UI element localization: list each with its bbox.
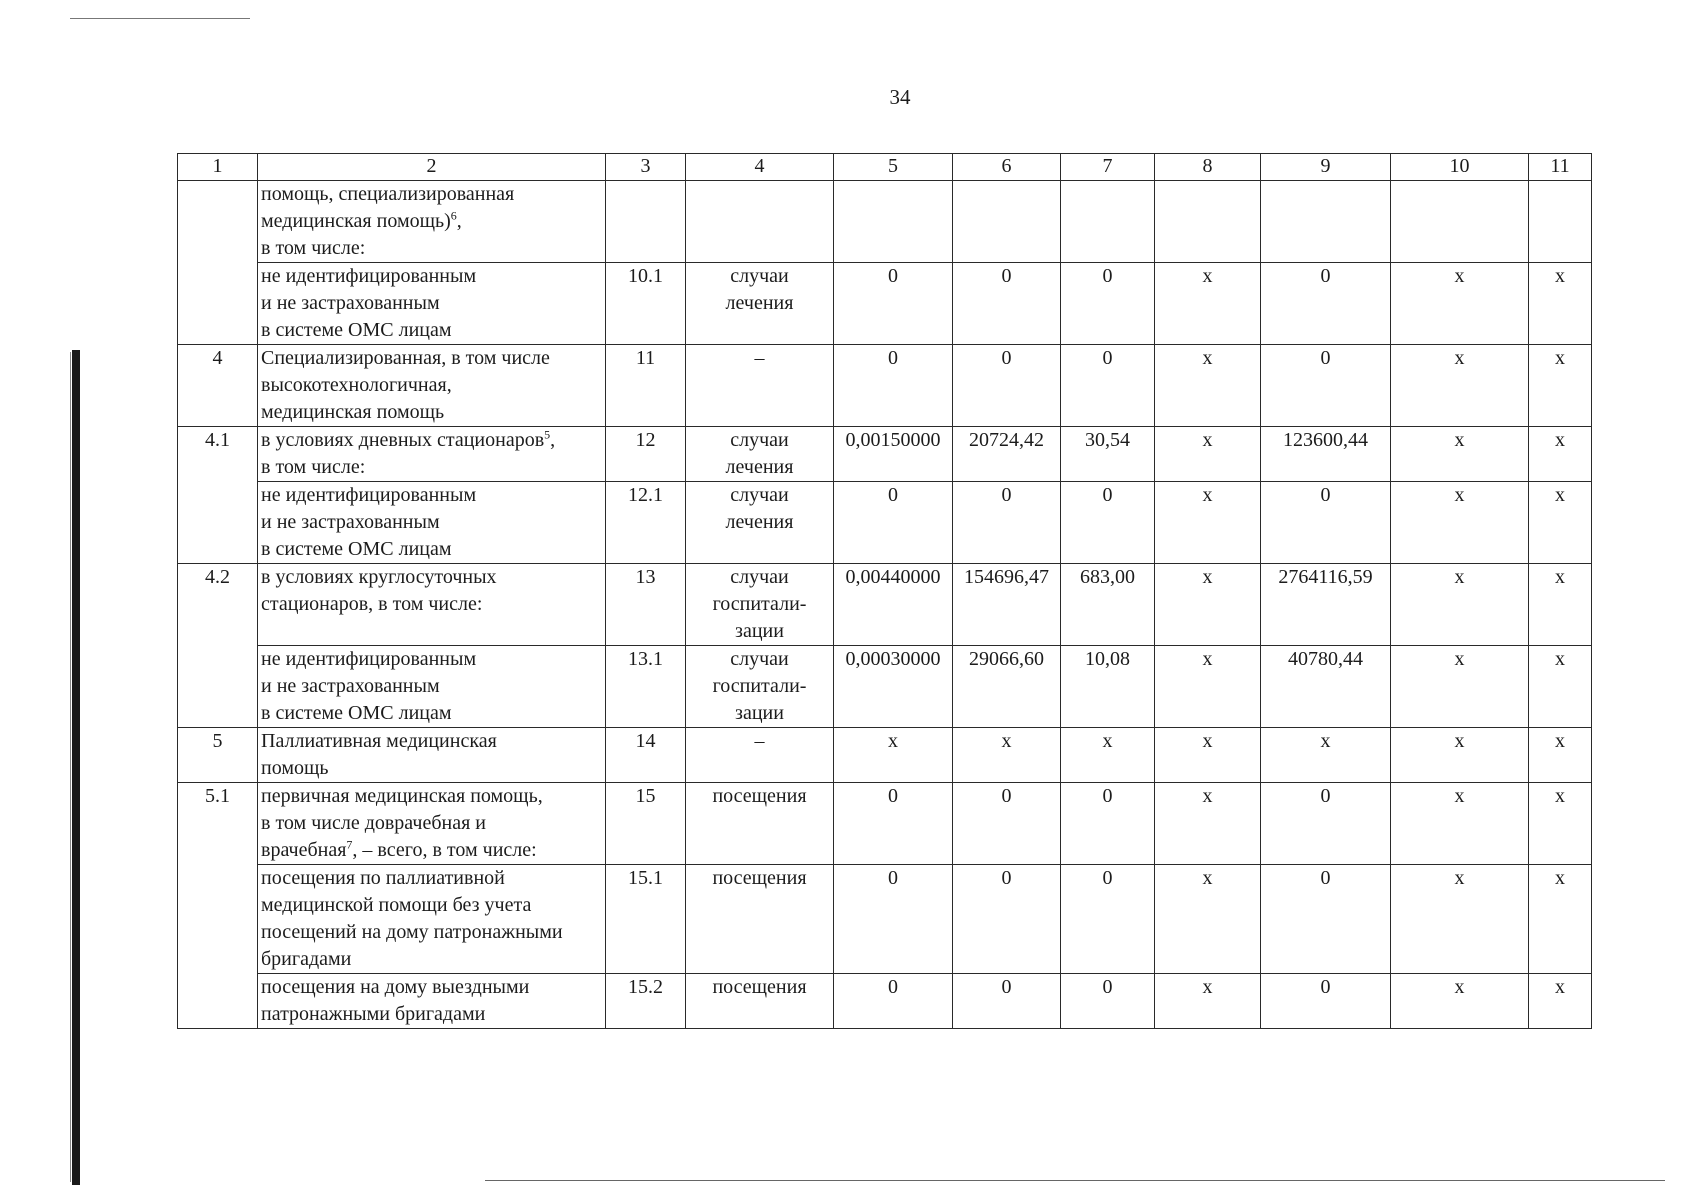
footnote-marker: 6: [450, 208, 457, 223]
value-cell: [1061, 783, 1155, 865]
value-cell: [953, 427, 1061, 482]
row-number: 5.1: [205, 785, 230, 807]
value-text: х: [1555, 566, 1565, 588]
value-text: х: [1202, 429, 1213, 451]
value-text: 0: [1320, 347, 1331, 369]
value-text: 13: [635, 566, 656, 588]
row-number-cell: [178, 564, 258, 646]
value-text: 10,08: [1085, 648, 1130, 670]
value-text: х: [1454, 265, 1465, 287]
description-text-tail: , в том числе:: [261, 210, 462, 259]
value-text: х: [1320, 730, 1331, 752]
column-header: 7: [1061, 154, 1155, 181]
value-cell: [834, 728, 953, 783]
unit-text: случаи лечения: [725, 265, 794, 314]
value-text: 0: [888, 347, 898, 369]
value-text: 123600,44: [1283, 429, 1368, 451]
value-cell: [1529, 482, 1592, 564]
value-cell: [606, 646, 686, 728]
value-cell: [1529, 783, 1592, 865]
column-header: 8: [1155, 154, 1261, 181]
value-cell: [1261, 646, 1391, 728]
unit-text: –: [754, 730, 765, 752]
value-text: х: [1102, 730, 1113, 752]
unit-cell: [686, 263, 834, 345]
value-text: 0: [1320, 976, 1331, 998]
value-text: 0: [1102, 785, 1113, 807]
description-cell: [258, 974, 606, 1029]
value-cell: [1061, 974, 1155, 1029]
value-cell: [1391, 646, 1529, 728]
table-row: [178, 728, 1592, 783]
value-text: 0: [1102, 484, 1113, 506]
description-cell: [258, 783, 606, 865]
value-text: 11: [635, 347, 656, 369]
description-cell: [258, 345, 606, 427]
value-cell: [1155, 646, 1261, 728]
value-text: 0: [1320, 265, 1331, 287]
table-row: [178, 263, 1592, 345]
value-cell: [1061, 427, 1155, 482]
value-cell: [1155, 345, 1261, 427]
value-cell: [953, 263, 1061, 345]
value-cell: [1529, 427, 1592, 482]
value-cell: [1261, 865, 1391, 974]
value-cell: [606, 564, 686, 646]
value-cell: [1261, 263, 1391, 345]
value-cell: [834, 974, 953, 1029]
value-text: х: [1555, 976, 1565, 998]
value-text: 0: [1001, 785, 1012, 807]
value-cell: [1261, 728, 1391, 783]
column-header: 2: [258, 154, 606, 181]
table-row: [178, 345, 1592, 427]
value-cell: [1529, 263, 1592, 345]
value-text: 0: [1001, 867, 1012, 889]
footnote-marker: 7: [346, 837, 353, 852]
value-cell: [1061, 865, 1155, 974]
column-header: 11: [1529, 154, 1592, 181]
value-cell: [1391, 345, 1529, 427]
value-cell: [606, 427, 686, 482]
value-cell: [1261, 974, 1391, 1029]
description-cell: [258, 865, 606, 974]
description-text: первичная медицинская помощь, в том числе доврачебная и врачебная: [261, 785, 543, 861]
value-text: 0: [888, 785, 898, 807]
table-row: [178, 181, 1592, 263]
unit-text: случаи лечения: [725, 484, 794, 533]
value-text: х: [1454, 976, 1465, 998]
value-cell: [1529, 345, 1592, 427]
value-cell: [1261, 783, 1391, 865]
value-text: 0: [1001, 484, 1012, 506]
value-cell: [953, 181, 1061, 263]
value-cell: [1155, 181, 1261, 263]
unit-cell: [686, 783, 834, 865]
value-text: 0: [1102, 867, 1113, 889]
value-text: 0: [888, 976, 898, 998]
value-cell: [606, 783, 686, 865]
row-number-cell: [178, 427, 258, 482]
unit-cell: [686, 728, 834, 783]
value-cell: [1061, 564, 1155, 646]
value-cell: [1155, 427, 1261, 482]
value-cell: [1061, 263, 1155, 345]
value-text: 10.1: [628, 265, 663, 287]
value-text: х: [1454, 566, 1465, 588]
description-text: не идентифицированным и не застрахованным в системе ОМС лицам: [261, 265, 477, 341]
value-text: 683,00: [1080, 566, 1135, 588]
description-text: посещения на дому выездными патронажными бригадами: [261, 976, 530, 1025]
value-text: 0: [1320, 785, 1331, 807]
value-text: х: [1001, 730, 1012, 752]
value-cell: [1391, 482, 1529, 564]
row-number: 5: [212, 730, 223, 752]
value-cell: [1155, 974, 1261, 1029]
value-cell: [1529, 974, 1592, 1029]
value-cell: [606, 865, 686, 974]
unit-text: случаи лечения: [725, 429, 794, 478]
table-row: [178, 482, 1592, 564]
value-cell: [606, 263, 686, 345]
value-text: х: [1555, 429, 1565, 451]
value-text: 15: [635, 785, 656, 807]
value-cell: [1155, 783, 1261, 865]
description-text: Паллиативная медицинская помощь: [261, 730, 497, 779]
value-cell: [834, 865, 953, 974]
value-cell: [606, 482, 686, 564]
value-cell: [953, 974, 1061, 1029]
value-cell: [1155, 263, 1261, 345]
description-text: Специализированная, в том числе высокотехнологичная, медицинская помощь: [261, 347, 550, 423]
value-cell: [606, 728, 686, 783]
value-cell: [953, 783, 1061, 865]
value-cell: [606, 181, 686, 263]
value-cell: [1261, 427, 1391, 482]
description-text-tail: , в том числе:: [261, 429, 556, 478]
value-cell: [834, 783, 953, 865]
row-number-cell: [178, 482, 258, 564]
value-cell: [1261, 564, 1391, 646]
value-text: 0,00030000: [845, 648, 941, 670]
value-text: 0: [1001, 265, 1012, 287]
value-text: х: [1454, 484, 1465, 506]
description-text: посещения по паллиативной медицинской помощи без учета посещений на дому патронажными бригадами: [261, 867, 563, 970]
value-text: х: [1202, 730, 1213, 752]
scan-edge-bar: [72, 350, 80, 1185]
value-cell: [1261, 181, 1391, 263]
value-text: х: [1555, 867, 1565, 889]
value-text: х: [1555, 648, 1565, 670]
value-text: 20724,42: [969, 429, 1044, 451]
description-cell: [258, 482, 606, 564]
value-cell: [1155, 728, 1261, 783]
value-text: 0: [888, 265, 898, 287]
value-cell: [606, 345, 686, 427]
row-number-cell: [178, 646, 258, 728]
row-number-cell: [178, 865, 258, 974]
value-text: 14: [635, 730, 656, 752]
column-header: 5: [834, 154, 953, 181]
table-row: [178, 564, 1592, 646]
unit-cell: [686, 181, 834, 263]
unit-cell: [686, 427, 834, 482]
value-text: х: [1555, 347, 1565, 369]
unit-cell: [686, 564, 834, 646]
value-text: 15.2: [628, 976, 663, 998]
value-text: х: [1454, 648, 1465, 670]
value-cell: [834, 345, 953, 427]
page-number: 34: [889, 85, 911, 109]
value-cell: [1391, 564, 1529, 646]
value-text: 13.1: [628, 648, 663, 670]
value-text: х: [1555, 785, 1565, 807]
column-header: 1: [178, 154, 258, 181]
row-number-cell: [178, 181, 258, 263]
value-text: х: [1202, 648, 1213, 670]
value-cell: [1261, 345, 1391, 427]
row-number-cell: [178, 974, 258, 1029]
value-text: х: [1454, 730, 1465, 752]
value-text: х: [1202, 867, 1213, 889]
value-cell: [1391, 728, 1529, 783]
column-header: 10: [1391, 154, 1529, 181]
unit-cell: [686, 482, 834, 564]
value-text: 0,00440000: [845, 566, 941, 588]
value-cell: [1061, 345, 1155, 427]
value-cell: [1391, 181, 1529, 263]
unit-cell: [686, 345, 834, 427]
value-text: 12.1: [628, 484, 663, 506]
value-text: х: [1202, 785, 1213, 807]
value-text: 0: [1320, 867, 1331, 889]
value-text: 15.1: [628, 867, 663, 889]
data-table: [177, 153, 1592, 1029]
value-text: х: [888, 730, 898, 752]
unit-cell: [686, 646, 834, 728]
header-row: [178, 154, 1592, 181]
value-text: 0: [888, 484, 898, 506]
description-text-tail: , – всего, в том числе:: [352, 839, 537, 861]
value-cell: [834, 564, 953, 646]
value-cell: [1529, 564, 1592, 646]
table-row: [178, 974, 1592, 1029]
table-row: [178, 783, 1592, 865]
value-text: 2764116,59: [1278, 566, 1373, 588]
column-header: 4: [686, 154, 834, 181]
value-cell: [1529, 646, 1592, 728]
value-text: 0: [1001, 976, 1012, 998]
value-cell: [1155, 482, 1261, 564]
column-header: 3: [606, 154, 686, 181]
value-cell: [834, 181, 953, 263]
value-cell: [834, 427, 953, 482]
value-cell: [1391, 783, 1529, 865]
value-text: 0: [1102, 347, 1113, 369]
row-number-cell: [178, 783, 258, 865]
description-cell: [258, 263, 606, 345]
value-text: х: [1202, 265, 1213, 287]
row-number: 4.2: [205, 566, 230, 588]
scan-edge-line: [70, 352, 71, 1182]
value-cell: [953, 564, 1061, 646]
value-cell: [953, 345, 1061, 427]
value-cell: [953, 482, 1061, 564]
unit-cell: [686, 974, 834, 1029]
table-row: [178, 865, 1592, 974]
value-cell: [1061, 728, 1155, 783]
table-row: [178, 427, 1592, 482]
description-text: в условиях дневных стационаров: [261, 429, 545, 451]
description-cell: [258, 181, 606, 263]
value-cell: [1061, 181, 1155, 263]
value-text: 40780,44: [1288, 648, 1363, 670]
row-number: 4.1: [205, 429, 230, 451]
value-cell: [1391, 865, 1529, 974]
value-text: х: [1555, 484, 1565, 506]
column-header: 9: [1261, 154, 1391, 181]
value-cell: [953, 728, 1061, 783]
value-cell: [1391, 974, 1529, 1029]
value-cell: [1529, 865, 1592, 974]
value-text: 0: [888, 867, 898, 889]
top-rule: [70, 18, 250, 19]
bottom-rule: [485, 1180, 1665, 1181]
value-cell: [834, 646, 953, 728]
value-text: х: [1202, 484, 1213, 506]
description-cell: [258, 564, 606, 646]
value-cell: [953, 865, 1061, 974]
value-text: 0: [1102, 976, 1113, 998]
unit-text: случаи госпитали- зации: [712, 648, 807, 724]
description-cell: [258, 728, 606, 783]
value-text: 29066,60: [969, 648, 1044, 670]
value-text: х: [1202, 976, 1213, 998]
value-text: х: [1454, 347, 1465, 369]
value-text: х: [1454, 785, 1465, 807]
value-text: 12: [635, 429, 656, 451]
value-text: 0: [1102, 265, 1113, 287]
value-cell: [1155, 865, 1261, 974]
description-cell: [258, 427, 606, 482]
description-text: не идентифицированным и не застрахованным в системе ОМС лицам: [261, 484, 477, 560]
value-cell: [953, 646, 1061, 728]
row-number-cell: [178, 728, 258, 783]
value-cell: [1061, 482, 1155, 564]
value-text: х: [1555, 265, 1565, 287]
unit-cell: [686, 865, 834, 974]
row-number-cell: [178, 263, 258, 345]
value-text: х: [1202, 566, 1213, 588]
value-text: х: [1555, 730, 1565, 752]
value-text: х: [1202, 347, 1213, 369]
value-cell: [834, 482, 953, 564]
value-cell: [606, 974, 686, 1029]
description-text: в условиях круглосуточных стационаров, в том числе:: [261, 566, 497, 615]
value-text: 30,54: [1085, 429, 1130, 451]
unit-text: посещения: [712, 867, 807, 889]
value-text: 0,00150000: [845, 429, 941, 451]
value-text: 0: [1320, 484, 1331, 506]
value-cell: [1529, 728, 1592, 783]
description-text: помощь, специализированная медицинская помощь): [261, 183, 515, 232]
value-cell: [1155, 564, 1261, 646]
unit-text: посещения: [712, 976, 807, 998]
value-text: х: [1454, 867, 1465, 889]
value-cell: [834, 263, 953, 345]
value-cell: [1391, 427, 1529, 482]
row-number-cell: [178, 345, 258, 427]
row-number: 4: [212, 347, 223, 369]
description-cell: [258, 646, 606, 728]
footnote-marker: 5: [544, 427, 551, 442]
unit-text: –: [754, 347, 765, 369]
value-text: х: [1454, 429, 1465, 451]
value-cell: [1261, 482, 1391, 564]
value-cell: [1529, 181, 1592, 263]
value-text: 154696,47: [964, 566, 1049, 588]
unit-text: случаи госпитали- зации: [712, 566, 807, 642]
value-cell: [1061, 646, 1155, 728]
description-text: не идентифицированным и не застрахованным в системе ОМС лицам: [261, 648, 477, 724]
table-row: [178, 646, 1592, 728]
unit-text: посещения: [712, 785, 807, 807]
column-header: 6: [953, 154, 1061, 181]
value-cell: [1391, 263, 1529, 345]
value-text: 0: [1001, 347, 1012, 369]
